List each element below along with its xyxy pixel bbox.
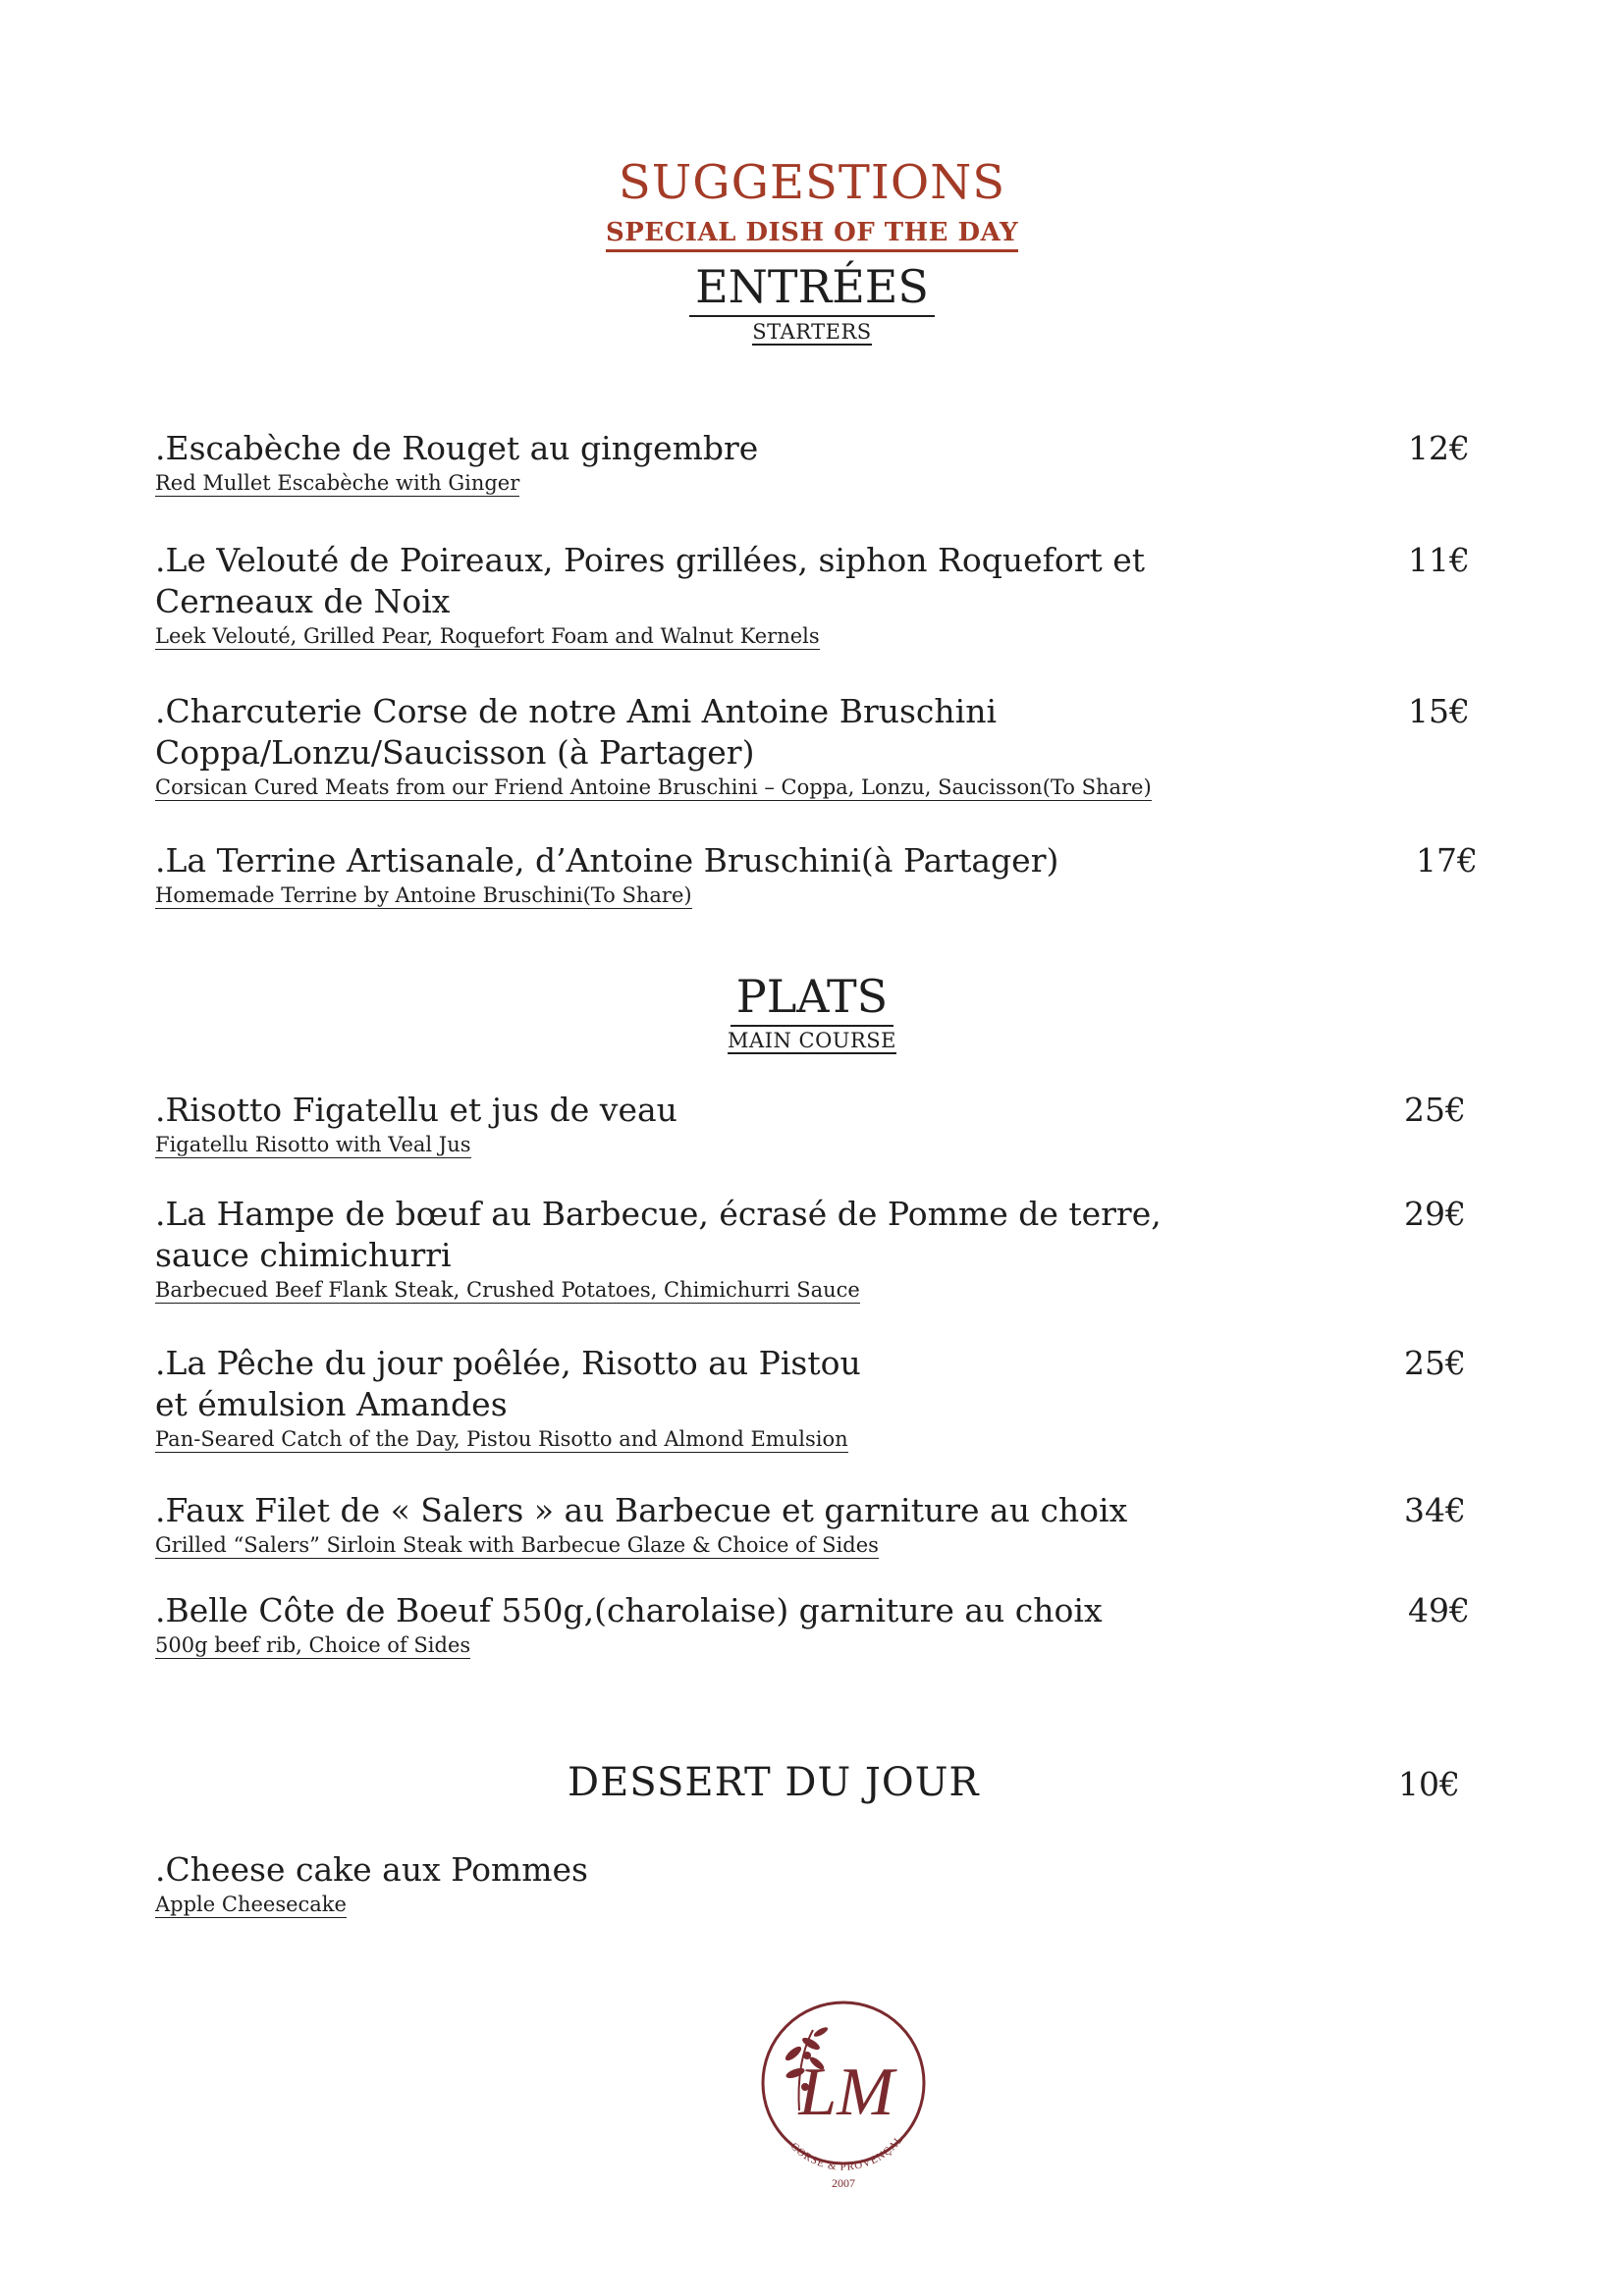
page-subtitle xyxy=(0,218,1624,247)
item-price: 34€ xyxy=(1404,1491,1466,1529)
item-price: 11€ xyxy=(1408,541,1470,579)
item-name: .Le Velouté de Poireaux, Poires grillées, siphon Roquefort et xyxy=(155,541,1146,579)
item-description: Barbecued Beef Flank Steak, Crushed Potatoes, Chimichurri Sauce xyxy=(155,1278,860,1302)
item-name: .La Hampe de bœuf au Barbecue, écrasé de Pomme de terre, xyxy=(155,1195,1162,1233)
item-description: 500g beef rib, Choice of Sides xyxy=(155,1633,471,1657)
item-name-line2: et émulsion Amandes xyxy=(155,1385,508,1423)
item-description: Homemade Terrine by Antoine Bruschini(To Share) xyxy=(155,883,692,907)
mains-title: PLATS xyxy=(0,970,1624,1023)
item-price: 17€ xyxy=(1416,841,1478,880)
menu-item xyxy=(155,1490,1481,1559)
item-price: 49€ xyxy=(1408,1591,1470,1629)
item-name: .La Terrine Artisanale, d’Antoine Bruschini(à Partager) xyxy=(155,841,1059,880)
item-name: .Escabèche de Rouget au gingembre xyxy=(155,429,759,467)
menu-item xyxy=(155,1343,1481,1453)
logo-monogram: LM xyxy=(798,2055,894,2130)
item-description: Grilled “Salers” Sirloin Steak with Barbecue Glaze & Choice of Sides xyxy=(155,1533,879,1557)
page-title: SUGGESTIONS xyxy=(618,155,1006,210)
menu-item xyxy=(155,691,1481,801)
item-name: .Faux Filet de « Salers » au Barbecue et garniture au choix xyxy=(155,1491,1128,1529)
starters-title: ENTRÉES xyxy=(0,260,1624,313)
logo-tagline: CORSE & PROVENÇAL xyxy=(787,2133,906,2173)
item-name: .Charcuterie Corse de notre Ami Antoine Bruschini xyxy=(155,692,998,730)
special-dish-label: SPECIAL DISH OF THE DAY xyxy=(606,218,1018,252)
logo-year: 2007 xyxy=(832,2176,855,2190)
item-description: Figatellu Risotto with Veal Jus xyxy=(155,1133,471,1156)
item-name: .Belle Côte de Boeuf 550g,(charolaise) garniture au choix xyxy=(155,1591,1103,1629)
item-price: 25€ xyxy=(1404,1344,1466,1382)
item-description: Pan-Seared Catch of the Day, Pistou Risotto and Almond Emulsion xyxy=(155,1427,848,1451)
item-name-line2: Coppa/Lonzu/Saucisson (à Partager) xyxy=(155,733,755,772)
item-price: 29€ xyxy=(1404,1195,1466,1233)
item-name: .Risotto Figatellu et jus de veau xyxy=(155,1091,677,1129)
item-description: Corsican Cured Meats from our Friend Antoine Bruschini – Coppa, Lonzu, Saucisson(To Share) xyxy=(155,775,1152,799)
item-name-line2: sauce chimichurri xyxy=(155,1236,452,1274)
item-description: Leek Velouté, Grilled Pear, Roquefort Foam and Walnut Kernels xyxy=(155,624,820,648)
menu-item xyxy=(155,428,1481,497)
menu-item xyxy=(155,1590,1481,1659)
item-description: Red Mullet Escabèche with Ginger xyxy=(155,471,520,495)
dessert-price: 10€ xyxy=(1398,1765,1460,1803)
item-name: .La Pêche du jour poêlée, Risotto au Pistou xyxy=(155,1344,861,1382)
restaurant-logo xyxy=(750,1993,937,2209)
item-name-line2: Cerneaux de Noix xyxy=(155,582,451,620)
mains-subtitle: MAIN COURSE xyxy=(727,1029,897,1052)
menu-item xyxy=(155,1194,1481,1304)
starters-subtitle: STARTERS xyxy=(752,320,872,344)
item-price: 12€ xyxy=(1408,429,1470,467)
item-price: 15€ xyxy=(1408,692,1470,730)
menu-item xyxy=(155,1849,1481,1918)
item-description: Apple Cheesecake xyxy=(155,1893,347,1916)
logo-emblem xyxy=(750,1993,937,2209)
dessert-title: DESSERT DU JOUR xyxy=(568,1760,980,1805)
item-price: 25€ xyxy=(1404,1091,1466,1129)
menu-item xyxy=(155,840,1481,909)
menu-item xyxy=(155,1090,1481,1158)
menu-item xyxy=(155,540,1481,650)
item-name: .Cheese cake aux Pommes xyxy=(155,1850,588,1889)
